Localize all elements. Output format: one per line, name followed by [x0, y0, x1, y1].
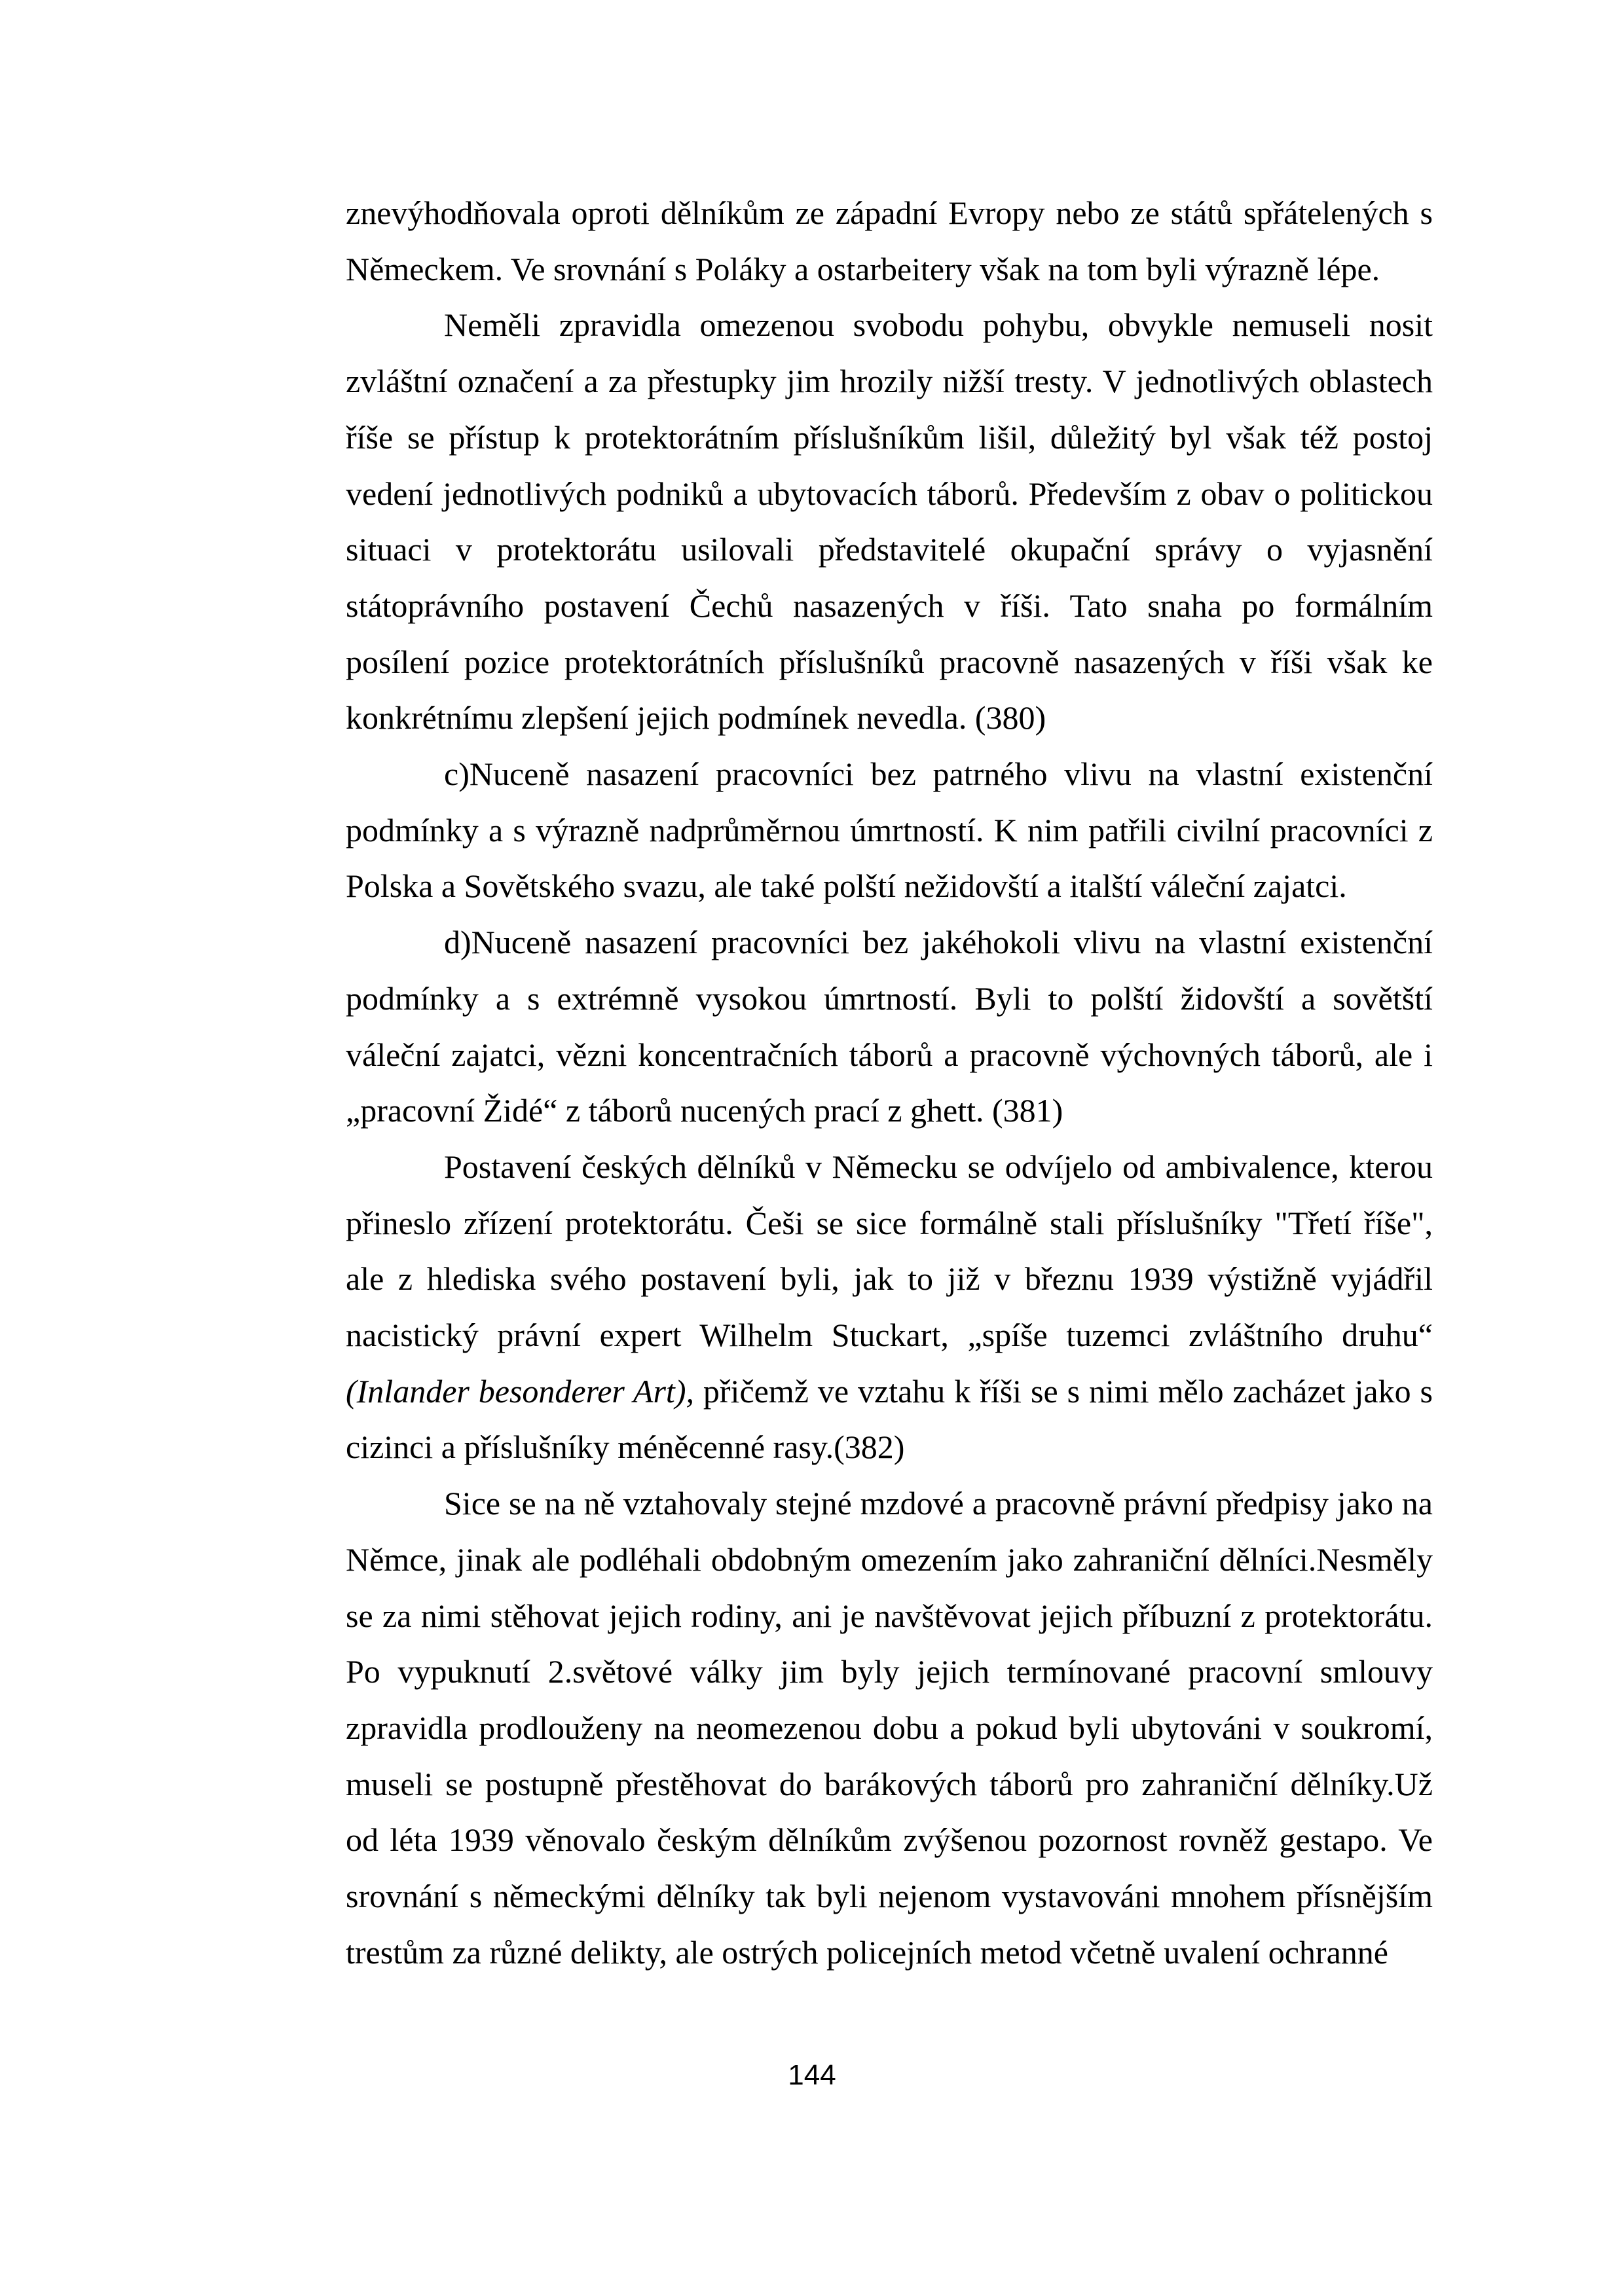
paragraph-stuckart-text-end: přičemž ve vztahu k říši se s nimi mělo zacházet jako s cizinci a příslušníky méněcenné rasy.(382)	[346, 1372, 1433, 1466]
paragraph-stuckart-text-start: Postavení českých dělníků v Německu se odvíjelo od ambivalence, kterou přineslo zřízení protektorátu. Češi se sice formálně stali příslušníky "Třetí říše", ale z hlediska svého postavení byli, jak to již v březnu 1939 výstižně vyjádřil nacistický právní expert Wilhelm Stuckart, „spíše tuzemci zvláštního druhu“	[346, 1148, 1433, 1354]
page-body	[346, 185, 1433, 1981]
paragraph-category-d: d)Nuceně nasazení pracovníci bez jakéhokoli vlivu na vlastní existenční podmínky a s extrémně vysokou úmrtností. Byli to polští židovští a sovětští váleční zajatci, vězni koncentračních táborů a pracovně výchovných táborů, ale i „pracovní Židé“ z táborů nucených prací z ghett. (381)	[346, 924, 1433, 1129]
paragraph-stuckart-italic-term: (Inlander besonderer Art),	[346, 1372, 694, 1410]
page-number: 144	[788, 2059, 836, 2091]
paragraph-wage-regulations: Sice se na ně vztahovaly stejné mzdové a pracovně právní předpisy jako na Němce, jinak ale podléhali obdobným omezením jako zahraniční dělníci.Nesměly se za nimi stěhovat jejich rodiny, ani je navštěvovat jejich příbuzní z protektorátu. Po vypuknutí 2.světové války jim byly jejich termínované pracovní smlouvy zpravidla prodlouženy na neomezenou dobu a pokud byli ubytováni v soukromí, museli se postupně přestěhovat do barákových táborů pro zahraniční dělníky.Už od léta 1939 věnovalo českým dělníkům zvýšenou pozornost rovněž gestapo. Ve srovnání s německými dělníky tak byli nejenom vystavováni mnohem přísnějším trestům za různé delikty, ale ostrých policejních metod včetně uvalení ochranné	[346, 1485, 1433, 1971]
paragraph-continuation: znevýhodňovala oproti dělníkům ze západní Evropy nebo ze států spřátelených s Německem. Ve srovnání s Poláky a ostarbeitery však na tom byli výrazně lépe.	[346, 194, 1433, 287]
paragraph-stuckart	[346, 1139, 1433, 1476]
paragraph-category-c: c)Nuceně nasazení pracovníci bez patrného vlivu na vlastní existenční podmínky a s výrazně nadprůměrnou úmrtností. K nim patřili civilní pracovníci z Polska a Sovětského svazu, ale také polští nežidovští a italští váleční zajatci.	[346, 756, 1433, 905]
paragraph-protectorate-status: Neměli zpravidla omezenou svobodu pohybu, obvykle nemuseli nosit zvláštní označení a za přestupky jim hrozily nižší tresty. V jednotlivých oblastech říše se přístup k protektorátním příslušníkům lišil, důležitý byl však též postoj vedení jednotlivých podniků a ubytovacích táborů. Především z obav o politickou situaci v protektorátu usilovali představitelé okupační správy o vyjasnění státoprávního postavení Čechů nasazených v říši. Tato snaha po formálním posílení pozice protektorátních příslušníků pracovně nasazených v říši však ke konkrétnímu zlepšení jejich podmínek nevedla. (380)	[346, 306, 1433, 737]
